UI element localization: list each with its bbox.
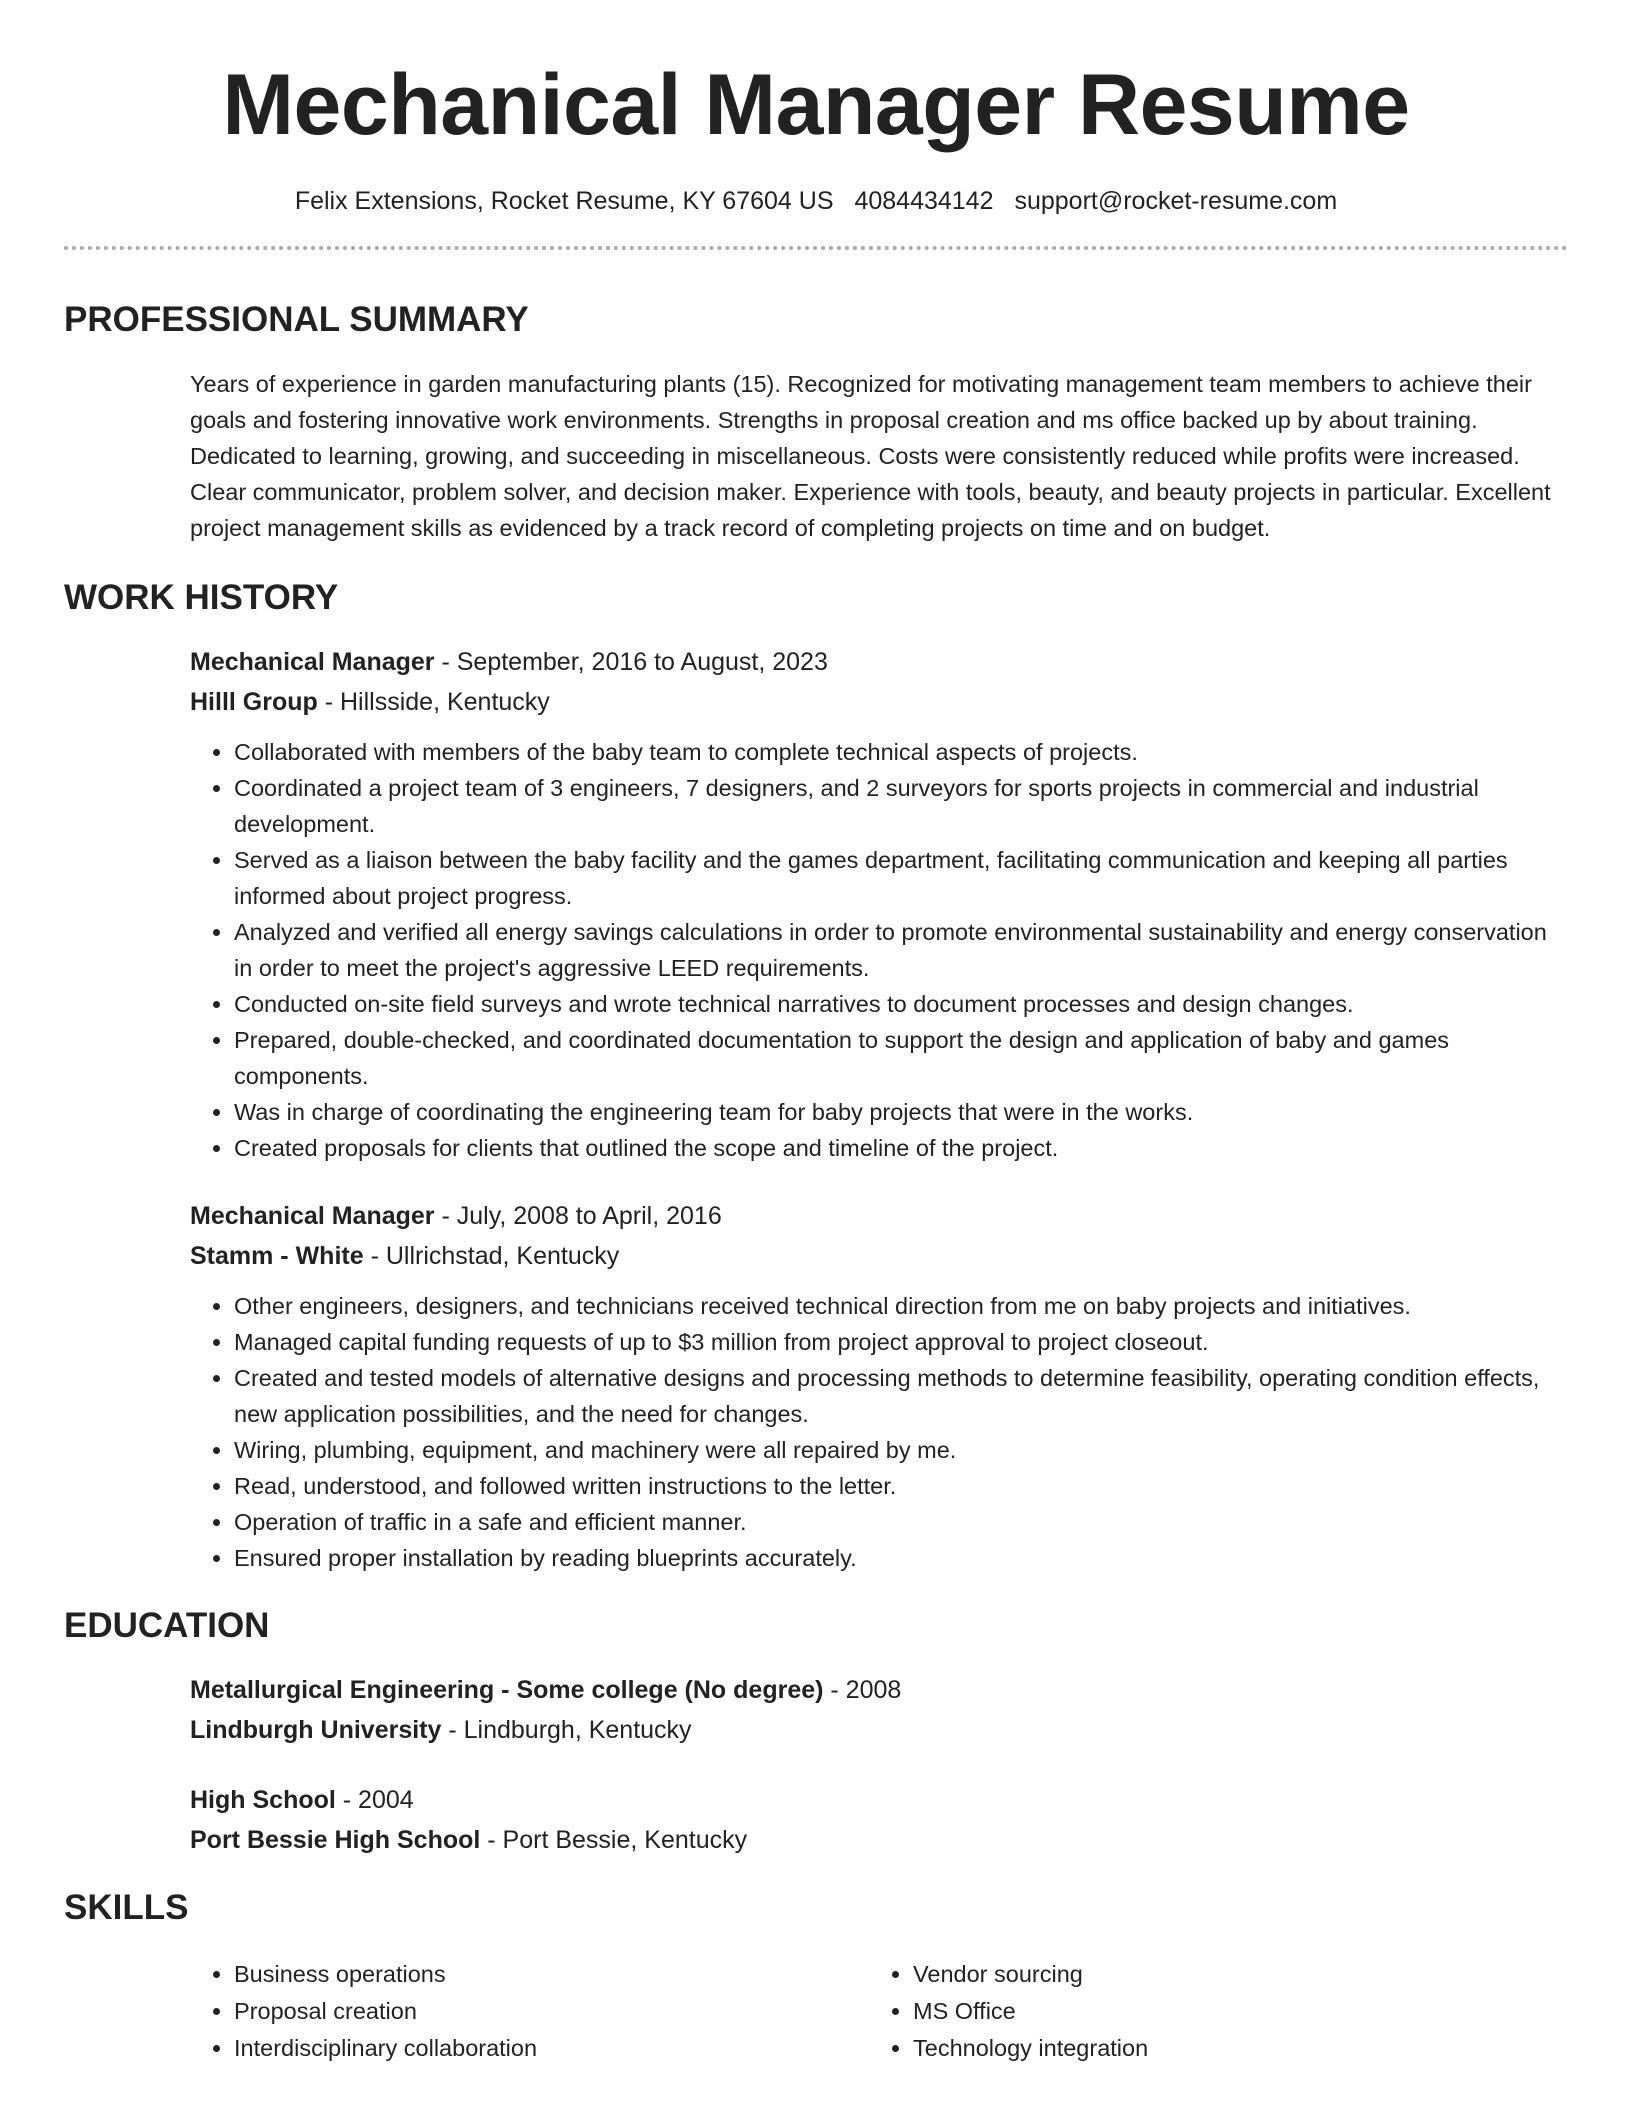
education-location: - Port Bessie, Kentucky [480,1826,748,1854]
job-bullet: • Prepared, double-checked, and coordinated documentation to support the design and application of baby and games components. [234,1022,1568,1094]
education-degree: Metallurgical Engineering - Some college (No degree) [190,1676,824,1704]
job-dates: - September, 2016 to August, 2023 [434,648,828,676]
job-bullet: • Ensured proper installation by reading blueprints accurately. [234,1540,1568,1576]
work-history [64,642,1568,1576]
education-school-line [190,1710,1568,1750]
contact-line [64,183,1568,219]
skill-item: • Proposal creation [234,1993,869,2030]
education-entry [190,1780,1568,1860]
job-bullets [190,1288,1568,1576]
education-school: Lindburgh University [190,1716,442,1744]
skill-item: • MS Office [913,1993,1548,2030]
education-degree: High School [190,1786,336,1814]
skill-item: • Technology integration [913,2030,1548,2067]
skill-item: • Vendor sourcing [913,1956,1548,1993]
contact-phone: 4084434142 [854,187,994,215]
job-entry [190,1196,1568,1576]
header-divider [64,246,1568,250]
job-bullet: • Operation of traffic in a safe and efficient manner. [234,1504,1568,1540]
job-bullet: • Was in charge of coordinating the engineering team for baby projects that were in the works. [234,1094,1568,1130]
job-location: - Hillsside, Kentucky [317,688,550,716]
skill-item: • Business operations [234,1956,869,1993]
job-bullet: • Served as a liaison between the baby facility and the games department, facilitating communication and keeping all parties informed about project progress. [234,842,1568,914]
education-heading: EDUCATION [64,1606,270,1645]
job-bullet: • Collaborated with members of the baby team to complete technical aspects of projects. [234,734,1568,770]
job-bullet: • Wiring, plumbing, equipment, and machinery were all repaired by me. [234,1432,1568,1468]
job-location: - Ullrichstad, Kentucky [363,1242,620,1270]
education-degree-line [190,1780,1568,1820]
work-history-heading: WORK HISTORY [64,578,339,617]
job-bullet: • Other engineers, designers, and technicians received technical direction from me on baby projects and initiatives. [234,1288,1568,1324]
job-dates: - July, 2008 to April, 2016 [434,1202,722,1230]
education-location: - Lindburgh, Kentucky [441,1716,692,1744]
job-role: Mechanical Manager [190,648,435,676]
skills-left-column [190,1956,869,2067]
job-bullet: • Conducted on-site field surveys and wrote technical narratives to document processes and design changes. [234,986,1568,1022]
contact-address: Felix Extensions, Rocket Resume, KY 67604 US [294,187,834,215]
job-role: Mechanical Manager [190,1202,435,1230]
job-bullets [190,734,1568,1166]
job-company-line [190,682,1568,722]
job-bullet: • Read, understood, and followed written instructions to the letter. [234,1468,1568,1504]
education [64,1670,1568,1860]
skills-right-column [869,1956,1548,2067]
job-bullet: • Analyzed and verified all energy savings calculations in order to promote environmental sustainability and energy conservation in order to meet the project's aggressive LEED requirements. [234,914,1568,986]
job-company: Stamm - White [190,1242,364,1270]
education-entry [190,1670,1568,1750]
skills-heading: SKILLS [64,1888,189,1927]
skills-columns [190,1956,1568,2067]
summary-text: Years of experience in garden manufacturing plants (15). Recognized for motivating management team members to achieve their goals and fostering innovative work environments. Strengths in proposal creation and ms office backed up by about training. Dedicated to learning, growing, and succeeding in miscellaneous. Costs were consistently reduced while profits were increased. Clear communicator, problem solver, and decision maker. Experience with tools, beauty, and beauty projects in particular. Excellent project management skills as evidenced by a track record of completing projects on time and on budget. [190,371,1551,541]
job-bullet: • Coordinated a project team of 3 engineers, 7 designers, and 2 surveyors for sports projects in commercial and industrial development. [234,770,1568,842]
contact-email: support@rocket-resume.com [1014,187,1338,215]
job-entry [190,642,1568,1166]
job-bullet: • Created proposals for clients that outlined the scope and timeline of the project. [234,1130,1568,1166]
job-company: Hilll Group [190,688,318,716]
education-school: Port Bessie High School [190,1826,481,1854]
job-role-line [190,1196,1568,1236]
education-school-line [190,1820,1568,1860]
education-degree-line [190,1670,1568,1710]
resume-title: Mechanical Manager Resume [222,57,1410,153]
job-bullet: • Created and tested models of alternative designs and processing methods to determine feasibility, operating condition effects, new application possibilities, and the need for changes. [234,1360,1568,1432]
job-role-line [190,642,1568,682]
job-company-line [190,1236,1568,1276]
education-year: - 2004 [335,1786,414,1814]
education-year: - 2008 [823,1676,902,1704]
skill-item: • Interdisciplinary collaboration [234,2030,869,2067]
job-bullet: • Managed capital funding requests of up to $3 million from project approval to project closeout. [234,1324,1568,1360]
summary-heading: PROFESSIONAL SUMMARY [64,300,529,339]
